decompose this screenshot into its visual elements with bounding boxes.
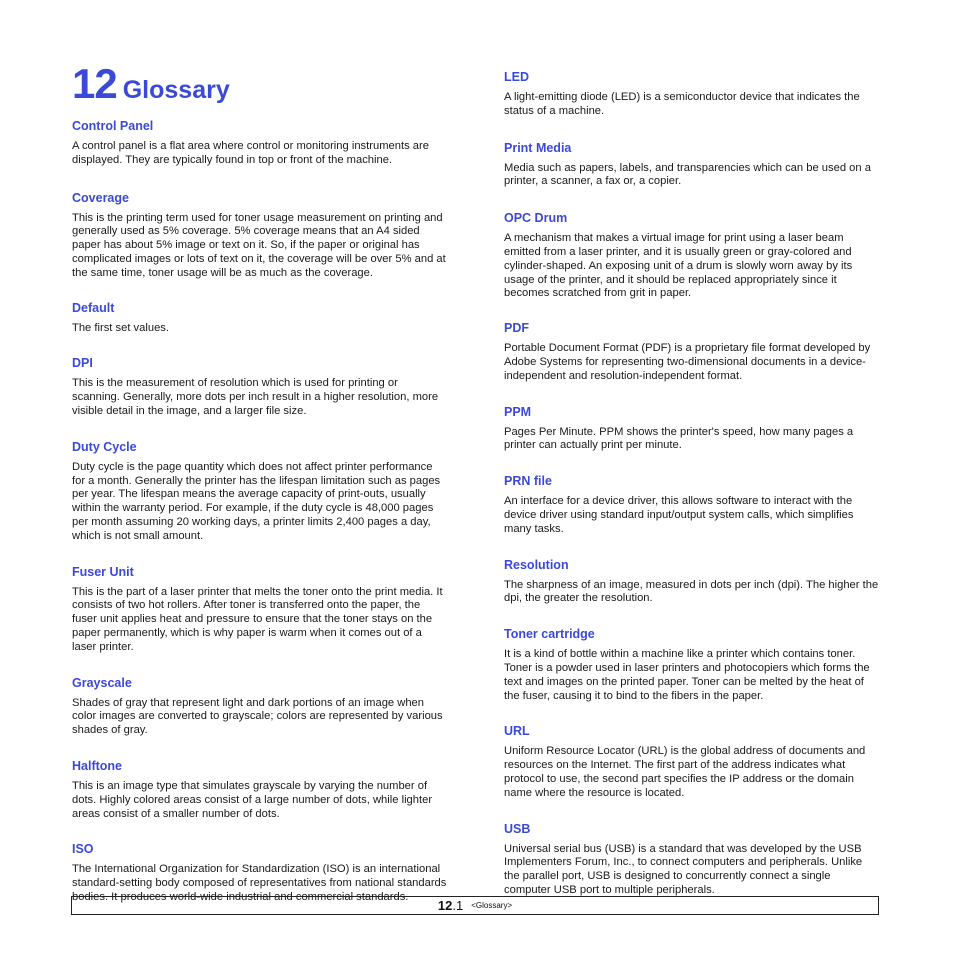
glossary-entry bbox=[504, 558, 880, 607]
right-column bbox=[504, 70, 880, 898]
glossary-term: DPI bbox=[72, 356, 93, 371]
glossary-entry bbox=[72, 356, 448, 418]
glossary-definition: This is the measurement of resolution which is used for printing or scanning. Generally, more dots per inch result in a higher resolution, more visible detail in the image, and a larger file size. bbox=[72, 377, 439, 417]
glossary-term: URL bbox=[504, 724, 530, 739]
glossary-term: PDF bbox=[504, 321, 529, 336]
glossary-entry bbox=[72, 565, 448, 655]
page-number-chapter: 12 bbox=[437, 898, 453, 913]
glossary-definition: Pages Per Minute. PPM shows the printer's speed, how many pages a printer can actually print per minute. bbox=[504, 425, 854, 452]
glossary-entry bbox=[504, 141, 880, 190]
glossary-entry bbox=[504, 405, 880, 454]
chapter-number: 12 bbox=[72, 60, 117, 107]
glossary-term: Duty Cycle bbox=[72, 439, 137, 454]
glossary-definition: Shades of gray that represent light and dark portions of an image when color images are converted to grayscale; colors are represented by various shades of gray. bbox=[72, 696, 443, 737]
glossary-definition: A light-emitting diode (LED) is a semiconductor device that indicates the status of a machine. bbox=[504, 91, 860, 117]
glossary-definition: Portable Document Format (PDF) is a proprietary file format developed by Adobe Systems for representing two-dimensional documents in a device-independent and resolution-independent format. bbox=[504, 342, 871, 382]
glossary-definition: The sharpness of an image, measured in dots per inch (dpi). The higher the dpi, the greater the resolution. bbox=[504, 578, 879, 605]
glossary-term: Halftone bbox=[72, 758, 122, 773]
glossary-definition: An interface for a device driver, this allows software to interact with the device driver using standard input/output system calls, which simplifies many tasks. bbox=[504, 495, 854, 535]
glossary-definition: Media such as papers, labels, and transparencies which can be used on a printer, a scanner, a fax or, a copier. bbox=[504, 161, 871, 188]
glossary-term: Toner cartridge bbox=[504, 627, 595, 642]
glossary-entry bbox=[72, 301, 448, 336]
glossary-definition: Duty cycle is the page quantity which does not affect printer performance for a month. Generally the printer has the lifespan limitation such as pages per year. The lifespan means the average capacity of print-outs, usually within the warranty period. For example, if the duty cycle is 48,000 pages per month assuming 20 working days, a printer limits 2,400 pages a day, which is not small amount. bbox=[72, 460, 441, 542]
page-number-sub: .1 bbox=[452, 898, 464, 913]
page-footer bbox=[71, 896, 879, 915]
glossary-definition: Uniform Resource Locator (URL) is the global address of documents and resources on the Internet. The first part of the address indicates what protocol to use, the second part specifies the IP address or the domain name where the resource is located. bbox=[504, 745, 866, 799]
glossary-entry bbox=[504, 321, 880, 383]
glossary-definition: It is a kind of bottle within a machine like a printer which contains toner. Toner is a powder used in laser printers and photocopiers which forms the text and images on the printed paper. Toner can be melted by the heat of the fuser, causing it to bind to the fibers in the paper. bbox=[504, 648, 870, 702]
glossary-definition: This is the part of a laser printer that melts the toner onto the print media. It consists of two hot rollers. After toner is transferred onto the paper, the fuser unit applies heat and pressure to ensure that the toner stays on the paper permanently, which is why paper is warm when it comes out of a laser printer. bbox=[72, 585, 443, 653]
glossary-definition: The International Organization for Standardization (ISO) is an international standard-setting body composed of representatives from national standards bodies. It produces world-wide industrial and commercial standards. bbox=[72, 863, 447, 903]
glossary-entry bbox=[504, 211, 880, 301]
glossary-entry bbox=[504, 70, 880, 119]
glossary-term: ISO bbox=[72, 842, 94, 857]
glossary-definition: Universal serial bus (USB) is a standard that was developed by the USB Implementers Forum, Inc., to connect computers and peripherals. Unlike the parallel port, USB is designed to concurrently connect a single computer USB port to multiple peripherals. bbox=[504, 842, 863, 896]
glossary-definition: The first set values. bbox=[72, 321, 169, 334]
glossary-term: Grayscale bbox=[72, 675, 132, 690]
glossary-entry bbox=[72, 676, 448, 738]
chapter-title: Glossary bbox=[122, 76, 230, 104]
footer-section-label: <Glossary> bbox=[471, 901, 513, 910]
glossary-entry bbox=[504, 474, 880, 536]
chapter-heading bbox=[72, 60, 230, 110]
glossary-term: Fuser Unit bbox=[72, 564, 134, 579]
glossary-entry bbox=[72, 759, 448, 821]
glossary-entry bbox=[72, 119, 448, 168]
glossary-definition: A control panel is a flat area where control or monitoring instruments are displayed. They are typically found in top or front of the machine. bbox=[72, 140, 429, 166]
glossary-term: Coverage bbox=[72, 190, 129, 205]
glossary-term: Resolution bbox=[504, 557, 569, 572]
glossary-entry bbox=[504, 822, 880, 898]
glossary-definition: A mechanism that makes a virtual image for print using a laser beam emitted from a laser printer, and it is usually green or gray-colored and cylinder-shaped. An exposing unit of a drum is slowly worn away by its usage of the printer, and it should be replaced appropriately since it becomes scratched from grit in paper. bbox=[504, 232, 853, 300]
glossary-term: PRN file bbox=[504, 474, 552, 489]
glossary-term: LED bbox=[504, 70, 529, 84]
glossary-term: Print Media bbox=[504, 140, 572, 155]
glossary-entry bbox=[72, 191, 448, 281]
glossary-term: OPC Drum bbox=[504, 211, 568, 226]
glossary-term: Default bbox=[72, 300, 115, 315]
glossary-term: PPM bbox=[504, 404, 532, 419]
glossary-entry bbox=[72, 440, 448, 544]
glossary-term: USB bbox=[504, 821, 531, 836]
glossary-entry bbox=[504, 627, 880, 703]
glossary-term: Control Panel bbox=[72, 119, 154, 133]
glossary-definition: This is an image type that simulates grayscale by varying the number of dots. Highly colored areas consist of a large number of dots, while lighter areas consist of a smaller number of dots. bbox=[72, 779, 433, 820]
left-column bbox=[72, 119, 448, 905]
glossary-definition: This is the printing term used for toner usage measurement on printing and generally used as 5% coverage. 5% coverage means that an A4 sided paper has about 5% image or text on it. So, if the paper or original has complicated images or lots of text on it, the coverage will be over 5% and at the same time, toner usage will be as much as the coverage. bbox=[72, 211, 446, 279]
glossary-entry bbox=[504, 724, 880, 800]
